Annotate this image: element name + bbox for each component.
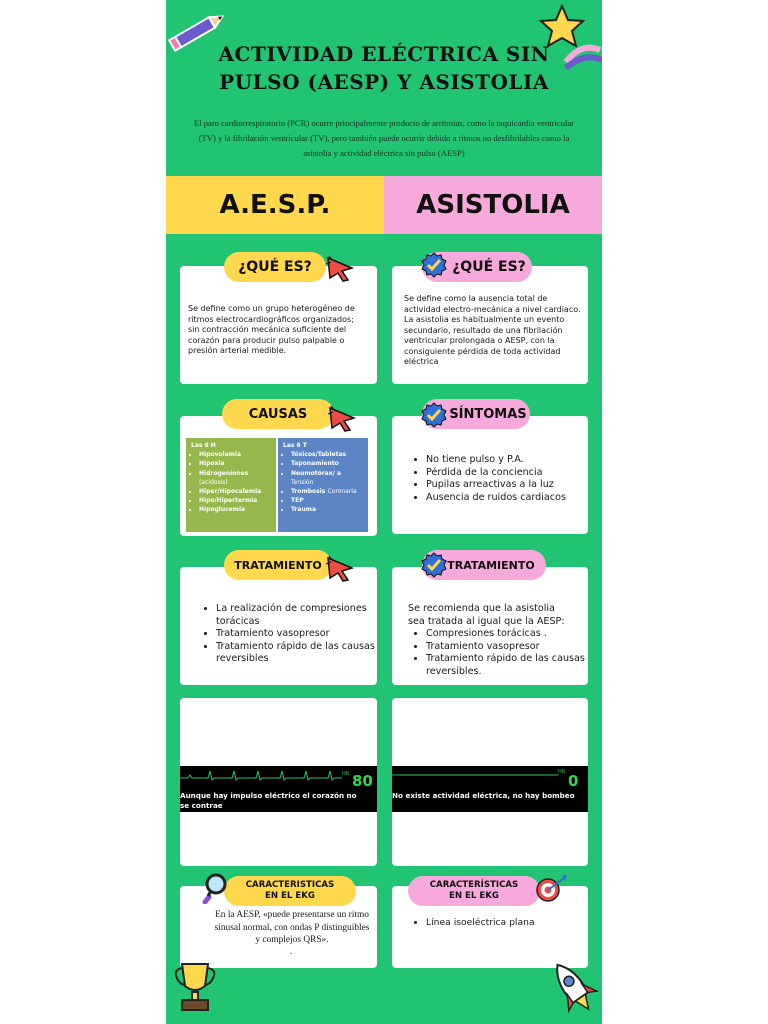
causa-h-item: • Hipoglucemia xyxy=(199,505,271,514)
ekg-waveform xyxy=(392,766,588,812)
causas-6t-box xyxy=(278,438,368,532)
magnifier-icon xyxy=(202,872,232,904)
aesp-ekg-strip xyxy=(180,766,377,812)
intro-paragraph: El paro cardiorrespiratorio (PCR) ocurre principalmente producto de arritmias, como la taquicardia ventricular (TV) y la fibrilación ventricular (TV), pero también puede ocurrir debido a ritmos no desfibrilables como la asistolia y actividad eléctrica sin pulso (AESP) xyxy=(193,118,575,158)
causa-h-item: • Hidrogeniones (acidosis) xyxy=(199,469,271,487)
sintoma-item: • Pupilas arreactivas a la luz xyxy=(426,479,602,492)
causa-h-item: • Hipovolemia xyxy=(199,450,271,459)
causas-6h-title: Las 6 H xyxy=(191,442,216,449)
tratamiento-item: • Tratamiento rápido de las causas reversibles. xyxy=(426,653,596,678)
aesp-causas-pill: CAUSAS xyxy=(222,399,334,429)
aesp-ekg-char-pill: CARACTERISTICAS EN EL EKG xyxy=(224,876,356,906)
page-title xyxy=(166,40,602,96)
causa-t-item: • TEP xyxy=(291,496,363,505)
asistolia-ekg-char-list xyxy=(412,917,596,930)
aesp-ekg-value: 80 xyxy=(352,772,373,790)
causas-6t-title: Las 6 T xyxy=(283,442,307,449)
aesp-que-es-pill: ¿QUÉ ES? xyxy=(224,252,326,282)
causa-h-item: • Hipoxia xyxy=(199,459,271,468)
check-badge-icon xyxy=(420,252,448,280)
aesp-ekg-char-text: En la AESP, «puede presentarse un ritmo sinusal normal, con ondas P distinguibles y complejos QRS». xyxy=(214,910,370,945)
infographic xyxy=(166,0,602,1024)
trophy-icon xyxy=(170,958,220,1016)
tratamiento-item: • Tratamiento vasopresor xyxy=(426,641,596,654)
ekg-char-item: • Línea isoeléctrica plana xyxy=(426,917,596,930)
asistolia-ekg-caption: No existe actividad eléctrica, no hay bombeo xyxy=(392,791,575,800)
aesp-tratamiento-list xyxy=(202,603,384,666)
asistolia-sintomas-pill: SÍNTOMAS xyxy=(422,399,530,429)
check-badge-icon xyxy=(420,402,448,430)
aesp-header: A.E.S.P. xyxy=(166,176,384,234)
title-line-2: PULSO (AESP) Y ASISTOLIA xyxy=(219,70,549,94)
asistolia-que-es-text: Se define como la ausencia total de actividad electro-mecánica a nivel cardiaco. La asistolia es habitualmente un evento secundario, resultado de una fibrilación ventricular prolongada o AESP, con la consiguiente pérdida de toda actividad eléctrica xyxy=(404,294,581,366)
tratamiento-item: • Tratamiento vasopresor xyxy=(216,628,384,641)
tratamiento-item: • La realización de compresiones torácicas xyxy=(216,603,384,628)
asistolia-ekg-value: 0 xyxy=(568,772,579,790)
title-line-1: ACTIVIDAD ELÉCTRICA SIN xyxy=(218,42,550,66)
causa-t-item: • Neumotórax/ a Tensión xyxy=(291,469,363,487)
causa-h-item: • Hipo/Hipertermia xyxy=(199,496,271,505)
check-badge-icon xyxy=(420,552,448,580)
target-icon xyxy=(534,874,568,906)
aesp-ekg-caption: Aunque hay impulso eléctrico el corazón no se contrae xyxy=(180,791,357,810)
tratamiento-item: • Tratamiento rápido de las causas reversibles xyxy=(216,641,384,666)
svg-text:HR: HR xyxy=(558,769,566,775)
cursor-icon xyxy=(328,406,358,432)
aesp-que-es-text: Se define como un grupo heterogéneo de ritmos electrocardiográficos organizados; sin contracción mecánica suficiente del corazón para producir pulso palpable o presión arterial medible. xyxy=(188,304,355,355)
cursor-icon xyxy=(326,556,356,582)
tratamiento-item: • Compresiones torácicas . xyxy=(426,628,596,641)
svg-text:HR: HR xyxy=(342,771,350,777)
aesp-ekg-char-dot: . xyxy=(289,947,293,957)
asistolia-tratamiento-pill: TRATAMIENTO xyxy=(422,550,546,580)
causa-t-item: • Taponamiento xyxy=(291,459,363,468)
asistolia-que-es-pill: ¿QUÉ ES? xyxy=(422,252,532,282)
causas-6h-box xyxy=(186,438,276,532)
causa-t-item: • Trauma xyxy=(291,505,363,514)
asistolia-header: ASISTOLIA xyxy=(384,176,602,234)
sintomas-list xyxy=(412,454,602,504)
asistolia-tratamiento-list xyxy=(412,628,596,678)
sintoma-item: • Pérdida de la conciencia xyxy=(426,467,602,480)
causa-h-item: • Hiper/Hipocalemia xyxy=(199,487,271,496)
asistolia-ekg-char-pill: CARACTERÍSTICAS EN EL EKG xyxy=(408,876,540,906)
sintoma-item: • Ausencia de ruidos cardiacos xyxy=(426,492,602,505)
cursor-icon xyxy=(326,256,356,282)
causa-t-item: • Tóxicos/Tabletas xyxy=(291,450,363,459)
rocket-icon xyxy=(544,956,602,1018)
sintoma-item: • No tiene pulso y P.A. xyxy=(426,454,602,467)
causa-t-item: • Trombosis Coronaria xyxy=(291,487,363,496)
aesp-tratamiento-pill: TRATAMIENTO xyxy=(224,550,332,580)
asistolia-ekg-strip xyxy=(392,766,588,812)
asistolia-tratamiento-intro: Se recomienda que la asistolia sea tratada al igual que la AESP: xyxy=(408,603,565,627)
